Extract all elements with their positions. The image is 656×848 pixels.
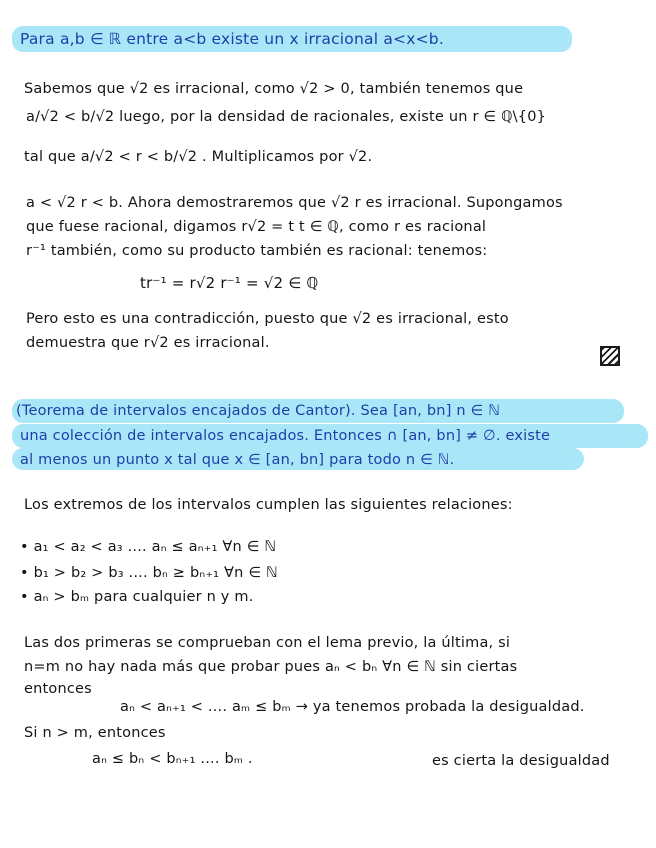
proof-theorem-line-7: es cierta la desigualdad	[432, 753, 610, 769]
proof-lemma-line-6: r⁻¹ también, como su producto también es racional: tenemos:	[26, 243, 488, 259]
bullet-3-text: aₙ > bₘ para cualquier n y m.	[33, 589, 254, 605]
proof-lemma-line-4: a < √2 r < b. Ahora demostraremos que √2 r es irracional. Supongamos	[26, 195, 563, 211]
bullet-1: • a₁ < a₂ < a₃ .... aₙ ≤ aₙ₊₁ ∀n ∈ ℕ	[20, 539, 277, 555]
bullet-2-text: b₁ > b₂ > b₃ .... bₙ ≥ bₙ₊₁ ∀n ∈ ℕ	[33, 565, 278, 581]
proof-theorem-intro: Los extremos de los intervalos cumplen las siguientes relaciones:	[24, 497, 513, 513]
proof-lemma-line-5: que fuese racional, digamos r√2 = t t ∈ ℚ, como r es racional	[26, 219, 487, 235]
proof-theorem-line-3: entonces	[24, 681, 92, 697]
theorem-line-3: al menos un punto x tal que x ∈ [an, bn] para todo n ∈ ℕ.	[20, 452, 455, 468]
bullet-2: • b₁ > b₂ > b₃ .... bₙ ≥ bₙ₊₁ ∀n ∈ ℕ	[20, 565, 278, 581]
theorem-line-1: (Teorema de intervalos encajados de Cantor). Sea [an, bn] n ∈ ℕ	[16, 403, 501, 419]
proof-lemma-line-3: tal que a/√2 < r < b/√2 . Multiplicamos por √2.	[24, 149, 373, 165]
bullet-1-text: a₁ < a₂ < a₃ .... aₙ ≤ aₙ₊₁ ∀n ∈ ℕ	[33, 539, 277, 555]
proof-theorem-line-5: Si n > m, entonces	[24, 725, 166, 741]
proof-theorem-line-1: Las dos primeras se comprueban con el lema previo, la última, si	[24, 635, 511, 651]
qed-square-icon	[600, 346, 620, 366]
proof-lemma-line-1: Sabemos que √2 es irracional, como √2 > 0, también tenemos que	[24, 81, 524, 97]
bullet-3: • aₙ > bₘ para cualquier n y m.	[20, 589, 254, 605]
proof-lemma-equation: tr⁻¹ = r√2 r⁻¹ = √2 ∈ ℚ	[140, 274, 319, 292]
proof-lemma-line-2: a/√2 < b/√2 luego, por la densidad de racionales, existe un r ∈ ℚ\{0}	[26, 109, 547, 125]
proof-lemma-line-9: demuestra que r√2 es irracional.	[26, 335, 270, 351]
proof-theorem-line-4: aₙ < aₙ₊₁ < .... aₘ ≤ bₘ → ya tenemos probada la desigualdad.	[120, 699, 585, 715]
theorem-line-2: una colección de intervalos encajados. Entonces ∩ [an, bn] ≠ ∅. existe	[20, 428, 551, 444]
proof-theorem-line-6: aₙ ≤ bₙ < bₙ₊₁ .... bₘ .	[92, 751, 253, 767]
proof-lemma-line-8: Pero esto es una contradicción, puesto que √2 es irracional, esto	[26, 311, 509, 327]
proof-theorem-line-2: n=m no hay nada más que probar pues aₙ < bₙ ∀n ∈ ℕ sin ciertas	[24, 659, 518, 675]
lemma-statement: Para a,b ∈ ℝ entre a<b existe un x irracional a<x<b.	[20, 30, 444, 48]
